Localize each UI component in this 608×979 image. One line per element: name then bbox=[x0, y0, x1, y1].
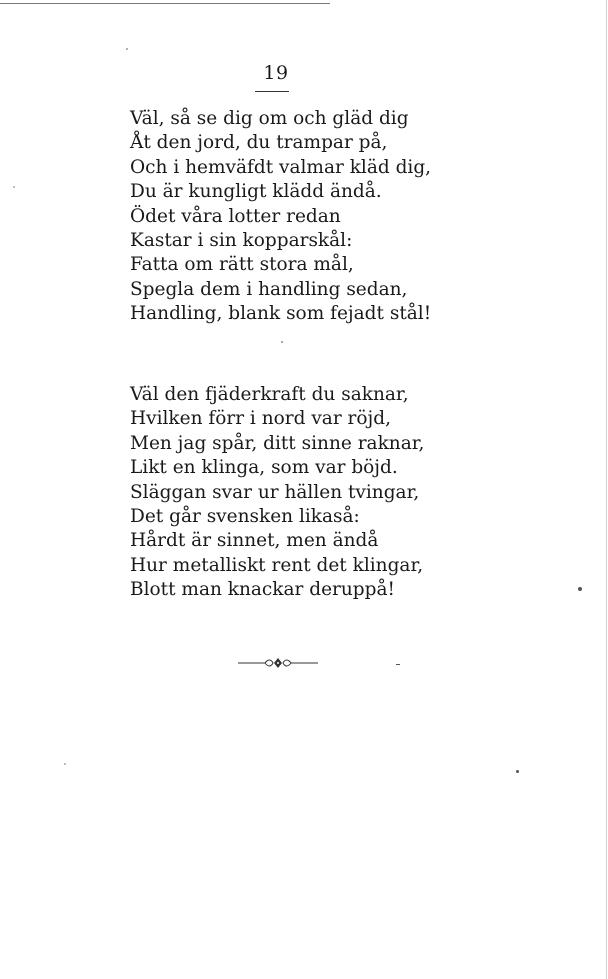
poem-line: Blott man knackar deruppå! bbox=[130, 579, 395, 601]
poem-stanza-2 bbox=[130, 383, 424, 603]
poem-line: Likt en klinga, som var böjd. bbox=[130, 457, 398, 479]
poem-line: Väl den fjäderkraft du saknar, bbox=[130, 384, 409, 405]
page-number: 19 bbox=[263, 62, 289, 84]
ink-speck bbox=[281, 341, 283, 343]
poem-line: Men jag spår, ditt sinne raknar, bbox=[130, 432, 425, 454]
ink-speck bbox=[516, 770, 519, 773]
poem-line: Fatta om rätt stora mål, bbox=[130, 254, 354, 276]
poem-line: Hvilken förr i nord var röjd, bbox=[130, 408, 391, 430]
fleuron-rule-icon bbox=[238, 656, 318, 670]
poem-line: Och i hemväfdt valmar kläd dig, bbox=[130, 156, 432, 178]
ink-speck bbox=[126, 48, 128, 50]
poem-line: Hur metalliskt rent det klingar, bbox=[130, 554, 424, 576]
poem-line: Du är kungligt klädd ändå. bbox=[130, 181, 382, 203]
ink-speck bbox=[64, 763, 66, 765]
page-number-underline bbox=[255, 91, 289, 92]
page-right-edge bbox=[606, 0, 607, 979]
poem-line: Hårdt är sinnet, men ändå bbox=[130, 530, 379, 552]
poem-stanza-1 bbox=[130, 107, 431, 327]
poem-line: Väl, så se dig om och gläd dig bbox=[130, 108, 409, 129]
poem-line: Kastar i sin kopparskål: bbox=[130, 230, 353, 252]
page-top-rule bbox=[0, 3, 330, 4]
ink-speck bbox=[396, 664, 400, 665]
poem-line: Handling, blank som fejadt stål! bbox=[130, 303, 432, 325]
poem-line: Spegla dem i handling sedan, bbox=[130, 278, 408, 300]
ink-speck bbox=[578, 587, 582, 591]
ink-speck bbox=[13, 186, 15, 188]
poem-line: Det går svensken likaså: bbox=[130, 506, 360, 528]
poem-line: Släggan svar ur hällen tvingar, bbox=[130, 481, 420, 503]
poem-line: Ödet våra lotter redan bbox=[130, 205, 341, 227]
poem-line: Åt den jord, du trampar på, bbox=[130, 132, 388, 154]
